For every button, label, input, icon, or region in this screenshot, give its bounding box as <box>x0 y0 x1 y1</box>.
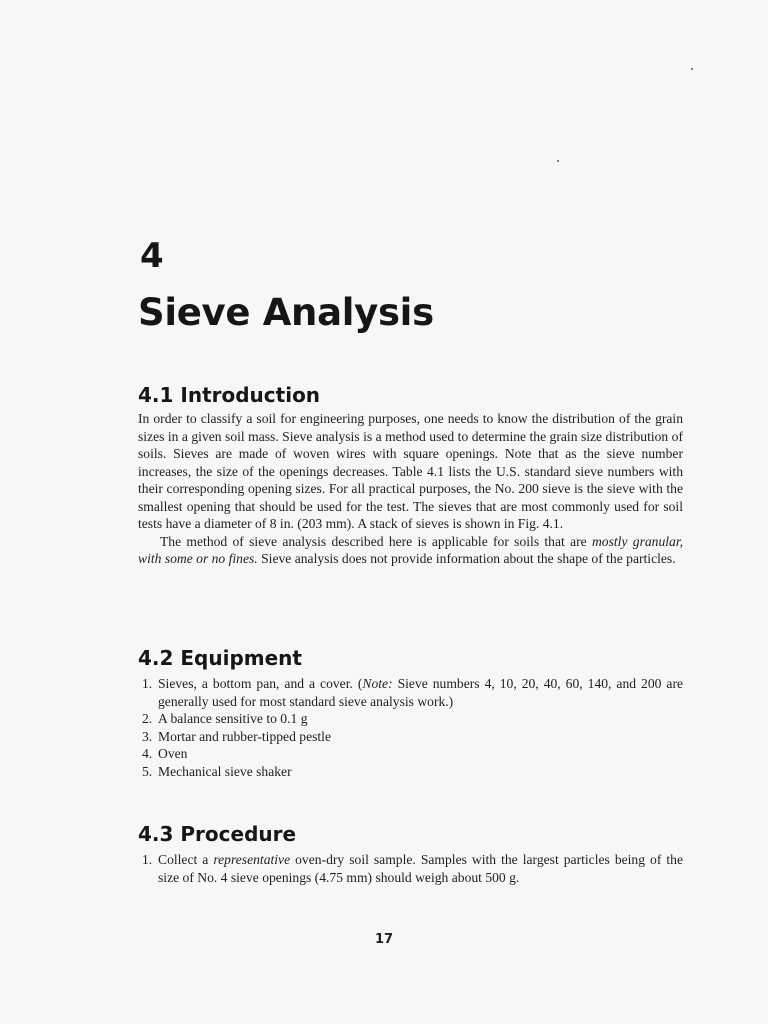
intro-paragraph-2-italic: mostly granular, with some or no fines. <box>138 533 684 566</box>
list-item-text-start: Collect a <box>158 852 214 867</box>
chapter-number: 4 <box>140 236 164 276</box>
intro-paragraph-2-start: The method of sieve analysis described here is applicable for soils that are <box>160 533 592 549</box>
list-item-number: 1. <box>142 852 153 867</box>
scan-speck <box>691 68 693 70</box>
list-item-text: A balance sensitive to 0.1 g <box>158 711 308 726</box>
intro-paragraph-1: In order to classify a soil for engineering purposes, one needs to know the distribution of the grain sizes in a given soil mass. Sieve analysis is a method used to determine the grain size distribution of soils. Sieves are made of woven wires with square openings. Note that as the sieve number increases, the size of the openings decreases. Table 4.1 lists the U.S. standard sieve numbers with their corresponding opening sizes. For all practical purposes, the No. 200 sieve is the sieve with the smallest opening that should be used for the test. The sieves that are most commonly used for soil tests have a diameter of 8 in. (203 mm). A stack of sieves is shown in Fig. 4.1. <box>138 411 683 531</box>
list-item-text-end: oven-dry soil sample. Samples with the largest particles being of the size of No. 4 sieve openings (4.75 mm) should weigh about 500 g. <box>158 852 684 885</box>
list-item-text <box>158 851 683 886</box>
list-item-number: 3. <box>142 728 153 744</box>
list-item-text: Mortar and rubber-tipped pestle <box>158 728 331 744</box>
section-introduction <box>138 382 683 568</box>
list-item <box>138 851 683 886</box>
list-item <box>138 675 683 710</box>
intro-paragraph-2 <box>138 533 683 568</box>
section-heading: 4.3 Procedure <box>138 822 297 846</box>
list-item-text-italic: representative <box>213 852 291 867</box>
list-item-number: 2. <box>142 711 153 726</box>
chapter-title: Sieve Analysis <box>138 291 434 334</box>
list-item <box>138 763 683 781</box>
list-item-text-end: Sieve numbers 4, 10, 20, 40, 60, 140, and 200 are generally used for most standard sieve analysis work.) <box>158 676 684 709</box>
list-item-text: Mechanical sieve shaker <box>158 763 292 779</box>
list-item-number: 5. <box>142 763 153 779</box>
scan-speck <box>557 160 559 162</box>
page-number: 17 <box>374 932 394 947</box>
list-item-text: Oven <box>158 746 188 761</box>
list-item-text <box>158 675 683 710</box>
section-equipment <box>138 645 683 780</box>
intro-paragraph-2-end: Sieve analysis does not provide information about the shape of the particles. <box>257 551 676 566</box>
list-item <box>138 710 683 728</box>
list-item-number: 4. <box>142 746 153 761</box>
list-item <box>138 745 683 763</box>
section-heading: 4.2 Equipment <box>138 646 302 670</box>
list-item-text-italic: Note: <box>362 676 393 691</box>
list-item-text-start: Sieves, a bottom pan, and a cover. ( <box>158 676 363 691</box>
section-procedure <box>138 821 683 886</box>
list-item-number: 1. <box>142 676 153 691</box>
procedure-list <box>138 851 683 886</box>
list-item <box>138 728 683 746</box>
equipment-list <box>138 675 683 780</box>
section-heading: 4.1 Introduction <box>138 383 321 407</box>
